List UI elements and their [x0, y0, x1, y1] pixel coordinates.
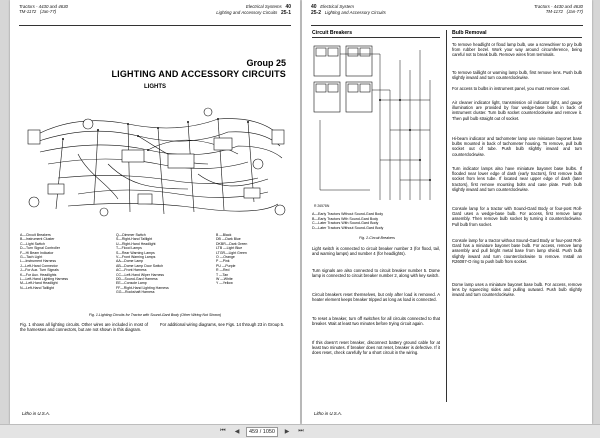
header-group-name: Lighting and Accessory Circuits: [216, 10, 278, 16]
viewer-toolbar: [0, 424, 600, 438]
legend-item: V—Front Warning Lamps: [116, 255, 156, 260]
legend-column-2: [116, 233, 169, 295]
legend-item: C—Later Tractors With Sound-Gard Body: [312, 221, 379, 226]
legend-item: G—Tach Light: [20, 255, 43, 260]
legend-item: L—Instrument Harness: [20, 259, 56, 264]
legend-item: A—Circuit Breakers: [20, 233, 51, 237]
body-paragraph: Fig. 1 shows all lighting circuits. Other wires are included in most of the harnesses and connectors, but are not shown in this diagram.: [20, 322, 148, 333]
previous-page-icon[interactable]: ◀: [234, 429, 240, 435]
header-group-name: Lighting and Accessory Circuits: [324, 10, 386, 16]
body-paragraph: Console lamp for a tractor with Sound-Gard Body or four-post Roll-Gard uses a wedge-base bulb. For access, first remove lamp assembly. Then remove bulb socket by turning it counterclockwise. Pull bulb from socket.: [452, 206, 582, 227]
circuit-breakers-title: Circuit Breakers: [312, 30, 353, 36]
legend-item: Q—Dimmer Switch: [116, 233, 146, 237]
header-section-no: 40: [311, 4, 317, 10]
page-header: [311, 4, 583, 26]
header-rule: [311, 25, 583, 26]
body-paragraph: To remove headlight or flood lamp bulb, use a screwdriver to pry bulb from rubber bezel. Work your way around circumference, being careful not to break bulb. Remove wires from terminals.: [452, 42, 582, 58]
legend-item: B —Black: [216, 233, 232, 237]
header-manual-no: TM-1172: [19, 9, 37, 15]
legend-item: B—Instrument Cluster: [20, 237, 55, 242]
last-page-icon[interactable]: ⏭: [298, 428, 304, 434]
section-rule: [312, 37, 440, 38]
legend-item: B—Early Tractors With Sound-Gard Body: [312, 216, 379, 221]
legend-item: AC—Front Harness: [116, 268, 147, 273]
legend-item: Y —Yellow: [216, 281, 233, 286]
group-subtitle: LIGHTING AND ACCESSORY CIRCUITS: [111, 69, 286, 79]
body-paragraph: For additional wiring diagrams, see Figs. 14 through 23 in Group 5.: [160, 322, 285, 327]
figure-caption: Fig. 2-Circuit Breakers: [359, 236, 395, 240]
legend-item: J—Left-Hand Connector: [20, 263, 58, 268]
legend-item: M—Left-Hand Headlight: [20, 281, 58, 286]
header-date: (Jan-77): [566, 9, 583, 15]
right-document-page: [302, 0, 592, 424]
legend-item: W —White: [216, 277, 233, 282]
body-paragraph: Turn indicator lamps also have miniature bayonet base bulbs. If flooded near lower edge of dash (early tractors), first remove bulb socket from lens tube. If located near upper edge of dash (later tractors), first remove mounting bolts and case plate. Push bulb slightly inward and turn counterclockwise.: [452, 166, 582, 192]
body-paragraph: If this doesn't reset breaker, disconnect battery ground cable for at least two minutes. If breaker does not reset, breaker is defective. If it does reset, check carefully for a short circuit in the wiring.: [312, 340, 440, 356]
header-title: Tractors - 4430 and 4630: [534, 4, 583, 9]
first-page-icon[interactable]: ⏮: [220, 428, 226, 434]
legend-item: S—Right-Hand Taillight: [116, 237, 153, 242]
legend-item: DKBR—Dark Green: [216, 241, 248, 246]
header-section: Electrical System: [320, 4, 354, 9]
bulb-removal-title: Bulb Removal: [452, 30, 487, 36]
left-document-page: [10, 0, 300, 424]
figure-legend: [312, 212, 383, 230]
body-paragraph: For access to bulbs in instrument panel, you must remove cowl.: [452, 86, 570, 91]
body-paragraph: Console lamp for a tractor without Sound-Gard Body or four-post Roll-Gard has a miniature bayonet base bulb. For access, remove lamp assembly and pull bright metal base from lamp shield. Push bulb slightly inward and turn counterclockwise to remove. Install an R26087-O ring to push bulb from socket.: [452, 238, 582, 264]
page-header: [19, 4, 291, 26]
legend-item: T—Flood Lamps: [116, 246, 142, 251]
body-paragraph: Air cleaner indicator light, transmission oil indicator light, and gauge illumination are provided by four wedge-base bulbs in back of instrument cluster. Turn bulb socket counterclockwise and remove it. Then pull bulb straight out of socket.: [452, 100, 582, 121]
legend-item: DB —Dark Blue: [216, 237, 241, 242]
body-paragraph: To remove taillight or warning lamp bulb, first remove lens. Push bulb slightly inward and turn counterclockwise.: [452, 70, 582, 81]
figure-caption: Fig. 1-Lighting Circuits for Tractor with Sound-Gard Body (Other Wiring Not Shown): [88, 313, 222, 317]
legend-item: CC—Left-Hand Wiper Harness: [116, 272, 165, 277]
legend-item: EE—Console Lamp: [116, 281, 147, 286]
legend-item: N—Left-Hand Taillight: [20, 285, 54, 290]
legend-item: D—Later Tractors Without Sound-Gard Body: [312, 225, 384, 230]
legend-item: L—Left-Hand Lighting Harness: [20, 277, 69, 282]
legend-item: LTGR—Light Green: [216, 250, 247, 255]
legend-item: LTB —Light Blue: [216, 246, 243, 251]
legend-item: GG—Rockshaft Harness: [116, 290, 155, 295]
circuit-breaker-figure: [310, 40, 440, 206]
header-title: Tractors - 4430 and 4630: [19, 4, 68, 9]
legend-item: K—For Aux. Headlights: [20, 272, 57, 277]
legend-item: T —Tan: [216, 272, 229, 277]
legend-item: DD—Sound-Gard Harness: [116, 277, 158, 282]
header-section-no: 40: [285, 4, 291, 10]
legend-column-1: [20, 233, 68, 290]
page-footer: Litho in U.S.A.: [314, 411, 343, 416]
legend-item: S—Rear Warning Lamps: [116, 250, 155, 255]
legend-column-3: [216, 233, 247, 286]
group-title: Group 25: [246, 58, 286, 68]
page-footer: Litho in U.S.A.: [22, 411, 51, 416]
next-page-icon[interactable]: ▶: [284, 429, 290, 435]
legend-item: F—Hi Beam Indicator: [20, 250, 54, 255]
column-divider: [446, 30, 447, 402]
page-navigator: [218, 426, 306, 437]
legend-item: O —Orange: [216, 255, 235, 260]
legend-item: D—Turn Signal Controller: [20, 246, 60, 251]
body-paragraph: Hi-beam indicator and tachometer lamp use miniature bayonet base bulbs mounted in back of tachometer housing. To remove, pull bulb socket out of tube. Push bulb slightly inward and turn counterclockwise.: [452, 136, 582, 157]
legend-item: P —Pink: [216, 259, 230, 264]
header-rule: [19, 25, 291, 26]
body-paragraph: Dome lamp uses a miniature bayonet base bulb. For access, remove lens by squeezing sides and pulling outward. Push bulb slightly inward and turn counterclockwise.: [452, 282, 582, 298]
legend-item: PU —Purple: [216, 263, 236, 268]
section-rule: [452, 37, 582, 38]
header-page-no: 25-1: [280, 10, 291, 17]
legend-item: AA—Dome Lamp: [116, 259, 144, 264]
legend-item: J—For Aux. Turn Signals: [20, 268, 59, 273]
legend-item: U—Right-Hand Headlight: [116, 241, 156, 246]
lighting-wiring-diagram: [18, 94, 292, 222]
legend-item: A—Early Tractors Without Sound-Gard Body: [312, 212, 384, 216]
lights-heading: LIGHTS: [144, 84, 166, 90]
header-section: Electrical Systems: [245, 4, 282, 9]
header-page-no: 25-2: [311, 10, 322, 17]
legend-item: R —Red: [216, 268, 230, 273]
figure-code: R 26578N: [314, 204, 330, 208]
legend-item: C—Light Switch: [20, 241, 45, 246]
body-paragraph: Light switch is connected to circuit breaker number 3 (for flood, tail, and warning lamps) and number 4 (for headlights).: [312, 246, 440, 257]
body-paragraph: Turn signals are also connected to circuit breaker number 5. Dome lamp is connected to circuit breaker number 2, along with key switch.: [312, 268, 440, 279]
body-paragraph: To reset a breaker, turn off switches for all circuits connected to that breaker. Wait at least two minutes before trying circuit again.: [312, 316, 440, 327]
header-date: (Jan-77): [39, 9, 57, 15]
legend-item: FF—Right-Hand Lighting Harness: [116, 285, 169, 290]
page-number-field[interactable]: 459 / 1050: [246, 427, 278, 437]
legend-item: AB—Dome Lamp Door Switch: [116, 263, 164, 268]
body-paragraph: Circuit breakers reset themselves, but only after load is removed. A heater element keeps breaker tripped as long as load is connected.: [312, 292, 440, 303]
header-manual-no: TM-1172: [545, 9, 563, 15]
